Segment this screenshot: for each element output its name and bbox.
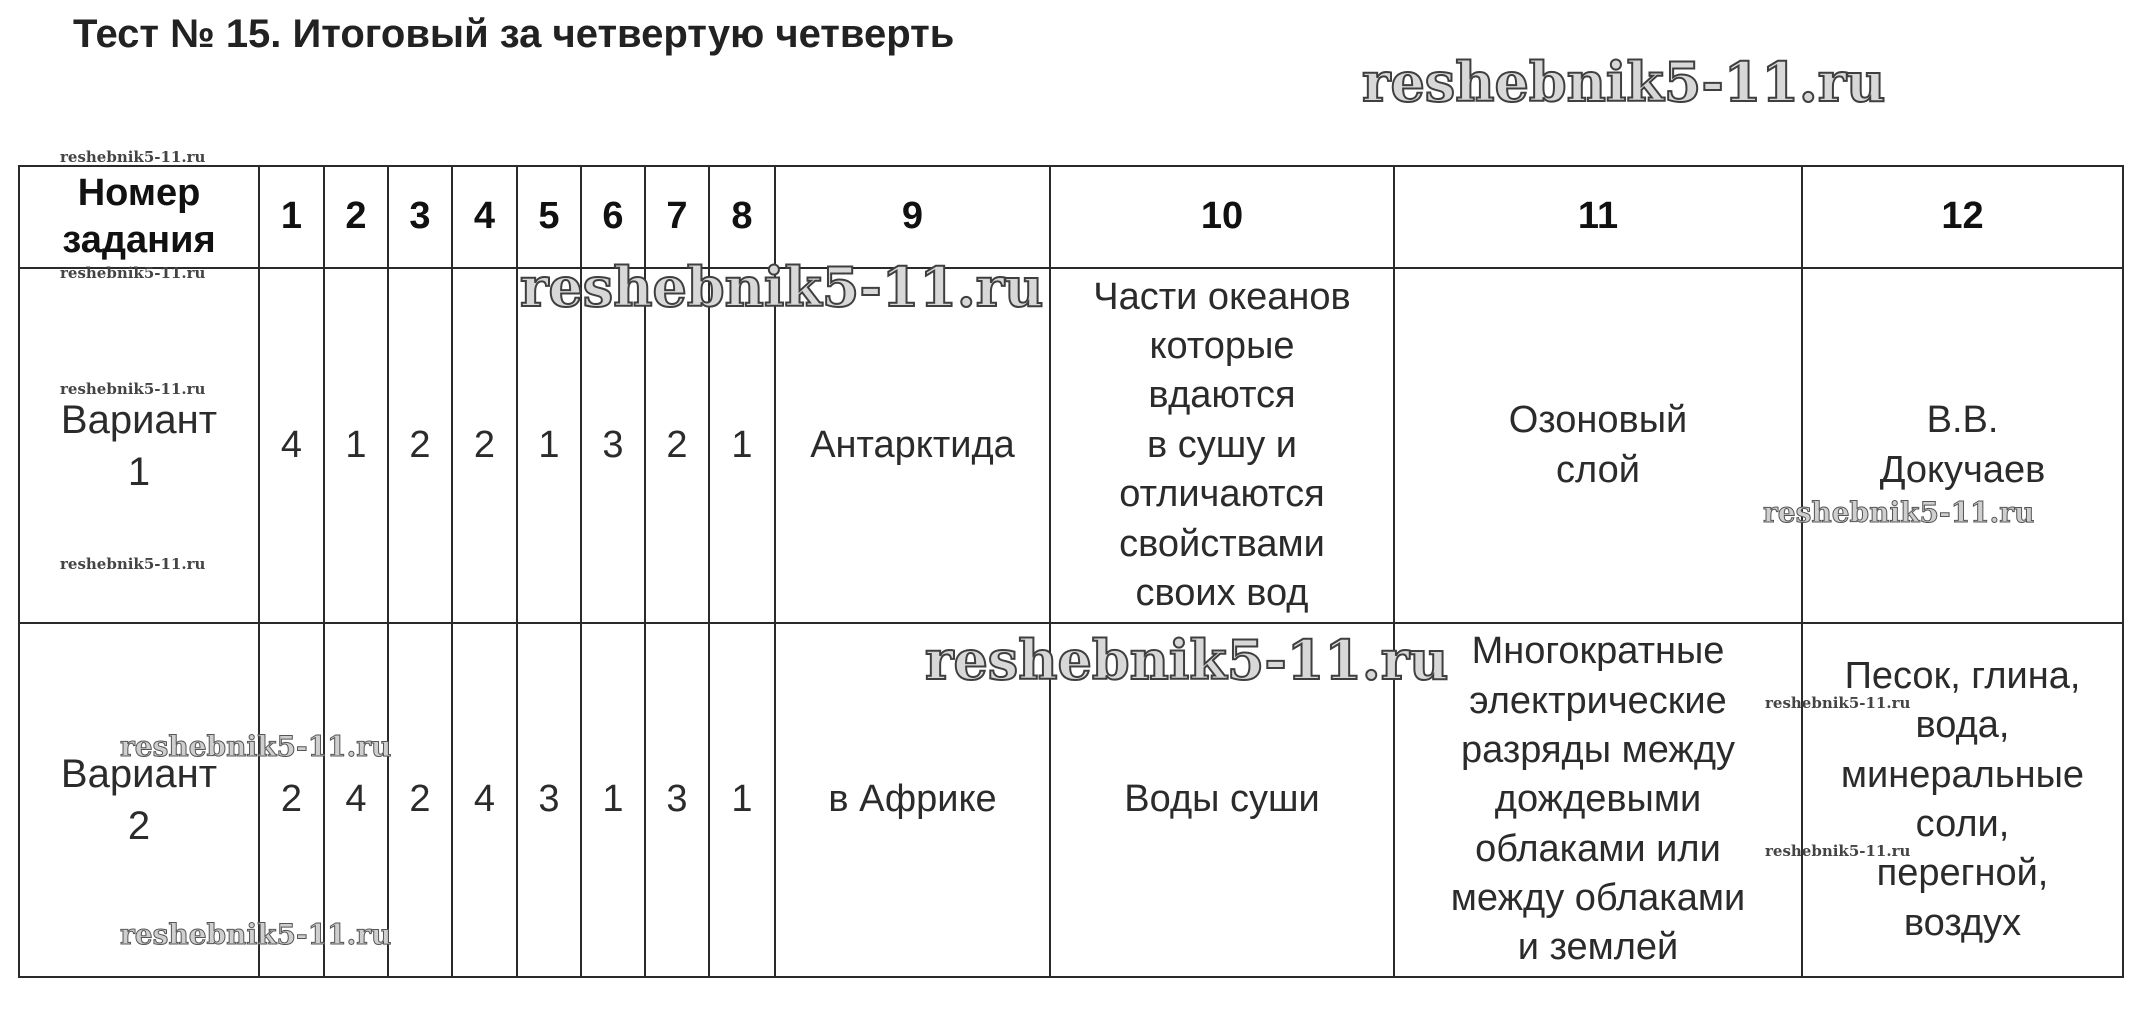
answer-line: вода, <box>1915 704 2010 747</box>
answer-cell: 2 <box>645 268 709 623</box>
answer-line: Озоновый <box>1508 399 1688 442</box>
answer-cell <box>1050 268 1394 623</box>
watermark: reshebnik5-11.ru <box>60 264 206 282</box>
answer-line: слой <box>1556 448 1640 491</box>
answer-line: и землей <box>1517 926 1679 969</box>
task-number-header-line2: задания <box>62 219 216 261</box>
watermark: reshebnik5-11.ru <box>60 555 206 573</box>
watermark: reshebnik5-11.ru <box>520 255 1044 319</box>
page-title: Тест № 15. Итоговый за четвертую четверть <box>73 12 955 56</box>
answer-cell: в Африке <box>775 623 1050 977</box>
task-number-header <box>19 166 259 268</box>
watermark: reshebnik5-11.ru <box>120 730 392 763</box>
column-header: 7 <box>645 166 709 268</box>
answer-cell: 2 <box>259 623 324 977</box>
answer-line: Песок, глина, <box>1844 654 2081 697</box>
answer-line: вдаются <box>1148 374 1296 417</box>
answer-line: воздух <box>1903 901 2022 944</box>
watermark: reshebnik5-11.ru <box>1763 496 2035 529</box>
task-number-header-line1: Номер <box>77 171 201 214</box>
column-header: 2 <box>324 166 388 268</box>
variant-2-label-line1: Вариант <box>60 752 218 796</box>
variant-1-label <box>19 268 259 623</box>
answer-cell: 4 <box>259 268 324 623</box>
variant-2-row <box>19 623 2123 977</box>
variant-1-row <box>19 268 2123 623</box>
variant-1-label-line1: Вариант <box>60 397 218 442</box>
column-header: 12 <box>1802 166 2123 268</box>
answer-cell <box>1394 268 1802 623</box>
answer-line: Докучаев <box>1879 448 2046 491</box>
answer-cell: 4 <box>324 623 388 977</box>
answer-line: между облаками <box>1450 877 1746 920</box>
answer-line: отличаются <box>1119 473 1325 516</box>
answer-line: облаками или <box>1475 827 1721 870</box>
answer-line: электрические <box>1469 679 1727 722</box>
answer-cell: 1 <box>709 268 775 623</box>
answer-cell: 1 <box>324 268 388 623</box>
answer-cell: 2 <box>388 268 452 623</box>
answer-cell <box>1394 623 1802 977</box>
answer-cell <box>1802 268 2123 623</box>
answer-cell: 3 <box>645 623 709 977</box>
watermark: reshebnik5-11.ru <box>60 380 206 398</box>
variant-1-label-line2: 1 <box>127 449 151 494</box>
answer-cell: 1 <box>709 623 775 977</box>
answer-cell: 1 <box>581 623 645 977</box>
answer-line: В.В. <box>1926 399 1999 442</box>
answers-table <box>18 165 2124 978</box>
answer-line: которые <box>1149 325 1295 368</box>
answer-cell: 1 <box>517 268 581 623</box>
column-header: 8 <box>709 166 775 268</box>
watermark: reshebnik5-11.ru <box>925 628 1449 692</box>
watermark: reshebnik5-11.ru <box>1765 694 1911 712</box>
answer-cell: 3 <box>517 623 581 977</box>
answer-line: соли, <box>1915 803 2010 845</box>
column-header: 10 <box>1050 166 1394 268</box>
answer-line: в сушу и <box>1146 423 1297 466</box>
variant-2-label-line2: 2 <box>127 804 151 848</box>
answer-line: свойствами <box>1119 522 1325 565</box>
answer-line: своих вод <box>1135 571 1309 614</box>
column-header: 9 <box>775 166 1050 268</box>
column-header: 4 <box>452 166 517 268</box>
header-row <box>19 166 2123 268</box>
column-header: 5 <box>517 166 581 268</box>
watermark: reshebnik5-11.ru <box>60 148 206 166</box>
answer-line: дождевыми <box>1494 778 1702 821</box>
answer-line: минеральные <box>1840 753 2085 796</box>
answer-line: перегной, <box>1876 852 2049 895</box>
answer-cell <box>1802 623 2123 977</box>
column-header: 3 <box>388 166 452 268</box>
answer-cell: Воды суши <box>1050 623 1394 977</box>
answer-cell: 3 <box>581 268 645 623</box>
watermark: reshebnik5-11.ru <box>1765 842 1911 860</box>
answer-cell: 4 <box>452 623 517 977</box>
answer-line: Части океанов <box>1093 275 1351 318</box>
watermark: reshebnik5-11.ru <box>1362 50 1886 114</box>
variant-2-label <box>19 623 259 977</box>
column-header: 6 <box>581 166 645 268</box>
answer-cell: 2 <box>452 268 517 623</box>
answer-line: разряды между <box>1460 728 1735 771</box>
answer-cell: Антарктида <box>775 268 1050 623</box>
column-header: 11 <box>1394 166 1802 268</box>
answer-line: Многократные <box>1471 630 1725 673</box>
watermark: reshebnik5-11.ru <box>120 918 392 951</box>
column-header: 1 <box>259 166 324 268</box>
answer-cell: 2 <box>388 623 452 977</box>
